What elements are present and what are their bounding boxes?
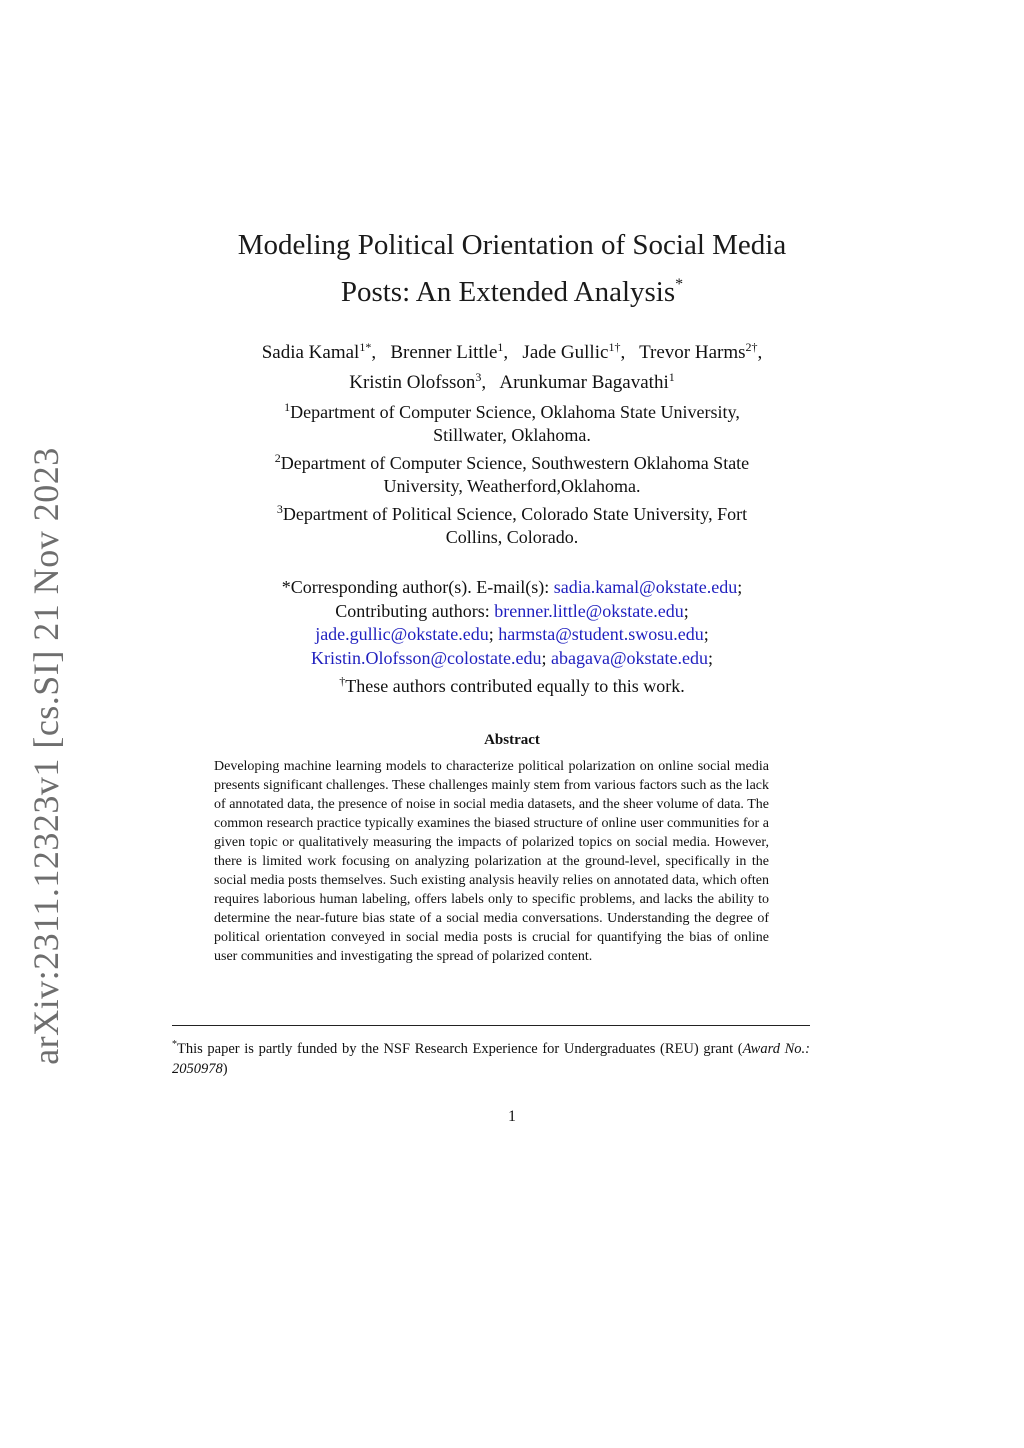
affiliation-line: Stillwater, Oklahoma. [433, 425, 591, 445]
title-footnote-mark: * [675, 276, 684, 293]
author-separator: , [503, 342, 509, 363]
affiliation [0, 498, 1024, 549]
author-line-1 [0, 335, 1024, 365]
affiliation-mark: 2 [274, 451, 281, 465]
funding-footnote [172, 1035, 810, 1079]
author-affil-mark: 3 [475, 370, 482, 384]
abstract-heading: Abstract [484, 732, 540, 748]
dagger-mark: † [339, 674, 346, 688]
author-name: Jade Gullic [522, 342, 609, 363]
author-list [0, 335, 1024, 395]
abstract-text: Developing machine learning models to characterize political polarization on online social media presents significant challenges. These challenges mainly stem from various factors such as the lack of annotated data, the presence of noise in social media datasets, and the sheer volume of data. The common research practice typically examines the biased structure of online user communities for a given topic or qualitatively measuring the impacts of polarized topics on social media. However, there is limited work focusing on analyzing polarization at the ground-level, specifically in the social media posts themselves. Such existing analysis heavily relies on annotated data, which often requires laborious human labeling, offers labels only to specific problems, and lacks the ability to determine the near-future bias state of a social media conversations. Understanding the degree of political orientation conveyed in social media posts is crucial for quantifying the bias of online user communities and investigating the spread of polarized content. [214, 759, 769, 964]
page-number: 1 [508, 1108, 516, 1125]
affiliation-line: Collins, Colorado. [445, 527, 579, 547]
corresponding-line: *Corresponding author(s). E-mail(s): sadia.kamal@okstate.edu; [281, 577, 743, 597]
paper-title [0, 226, 1024, 312]
contributing-label: Contributing authors: [335, 600, 495, 621]
contributing-line: jade.gullic@okstate.edu; harmsta@student.swosu.edu; [315, 624, 709, 644]
author-affil-mark: 1* [359, 340, 372, 354]
author-name: Brenner Little [390, 342, 498, 363]
email-link[interactable]: brenner.little@okstate.edu [494, 600, 684, 621]
affiliation-mark: 1 [284, 400, 291, 414]
affiliation-list [0, 396, 1024, 549]
author-affil-mark: 1† [608, 340, 621, 354]
email-link[interactable]: abagava@okstate.edu [551, 647, 709, 668]
author-name: Kristin Olofsson [349, 372, 476, 393]
footnote-rule [172, 1025, 810, 1026]
award-number: Award No.: 2050978 [172, 1041, 810, 1077]
equal-contribution-note [0, 670, 1024, 699]
author-name: Trevor Harms [639, 342, 746, 363]
correspondence-block [0, 576, 1024, 699]
affiliation-line [0, 498, 1024, 526]
email-link[interactable]: sadia.kamal@okstate.edu [553, 577, 738, 597]
arxiv-identifier: arXiv:2311.12323v1 [cs.SI] 21 Nov 2023 [26, 447, 66, 1065]
title-line-2 [0, 265, 1024, 312]
contributing-line: Contributing authors: brenner.little@okstate.edu; [335, 600, 689, 621]
affiliation-text: Department of Computer Science, Southwestern Oklahoma State [280, 453, 750, 473]
author-line-2 [0, 365, 1024, 395]
author-name: Arunkumar Bagavathi [499, 372, 669, 393]
footnote-mark: * [172, 1039, 177, 1050]
footnote-close: ) [222, 1061, 228, 1077]
corresponding-label: *Corresponding author(s). E-mail(s): [281, 577, 554, 597]
title-line-2-text: Posts: An Extended Analysis [340, 276, 676, 308]
equal-contribution-text: These authors contributed equally to this work. [345, 676, 685, 696]
author-separator: , [757, 342, 763, 363]
affiliation [0, 396, 1024, 447]
affiliation-text: Department of Political Science, Colorado State University, Fort [282, 504, 748, 524]
contributing-line: Kristin.Olofsson@colostate.edu; abagava@okstate.edu; [310, 647, 714, 668]
affiliation-line [0, 447, 1024, 475]
footnote-text: This paper is partly funded by the NSF Research Experience for Undergraduates (REU) grant ( [177, 1041, 743, 1057]
email-link[interactable]: jade.gullic@okstate.edu [315, 624, 489, 644]
author-separator: , [371, 342, 377, 363]
affiliation-mark: 3 [276, 502, 283, 516]
title-line-1: Modeling Political Orientation of Social Media [237, 229, 787, 261]
author-name: Sadia Kamal [261, 342, 360, 363]
author-affil-mark: 1 [497, 340, 504, 354]
author-affil-mark: 1 [668, 370, 675, 384]
author-affil-mark: 2† [745, 340, 758, 354]
affiliation-line [0, 396, 1024, 424]
author-separator: , [620, 342, 626, 363]
affiliation-text: Department of Computer Science, Oklahoma State University, [290, 402, 740, 422]
affiliation-line: University, Weatherford,Oklahoma. [383, 476, 641, 496]
author-separator: , [481, 372, 487, 393]
email-link[interactable]: Kristin.Olofsson@colostate.edu [310, 647, 542, 668]
affiliation [0, 447, 1024, 498]
email-link[interactable]: harmsta@student.swosu.edu [498, 624, 704, 644]
